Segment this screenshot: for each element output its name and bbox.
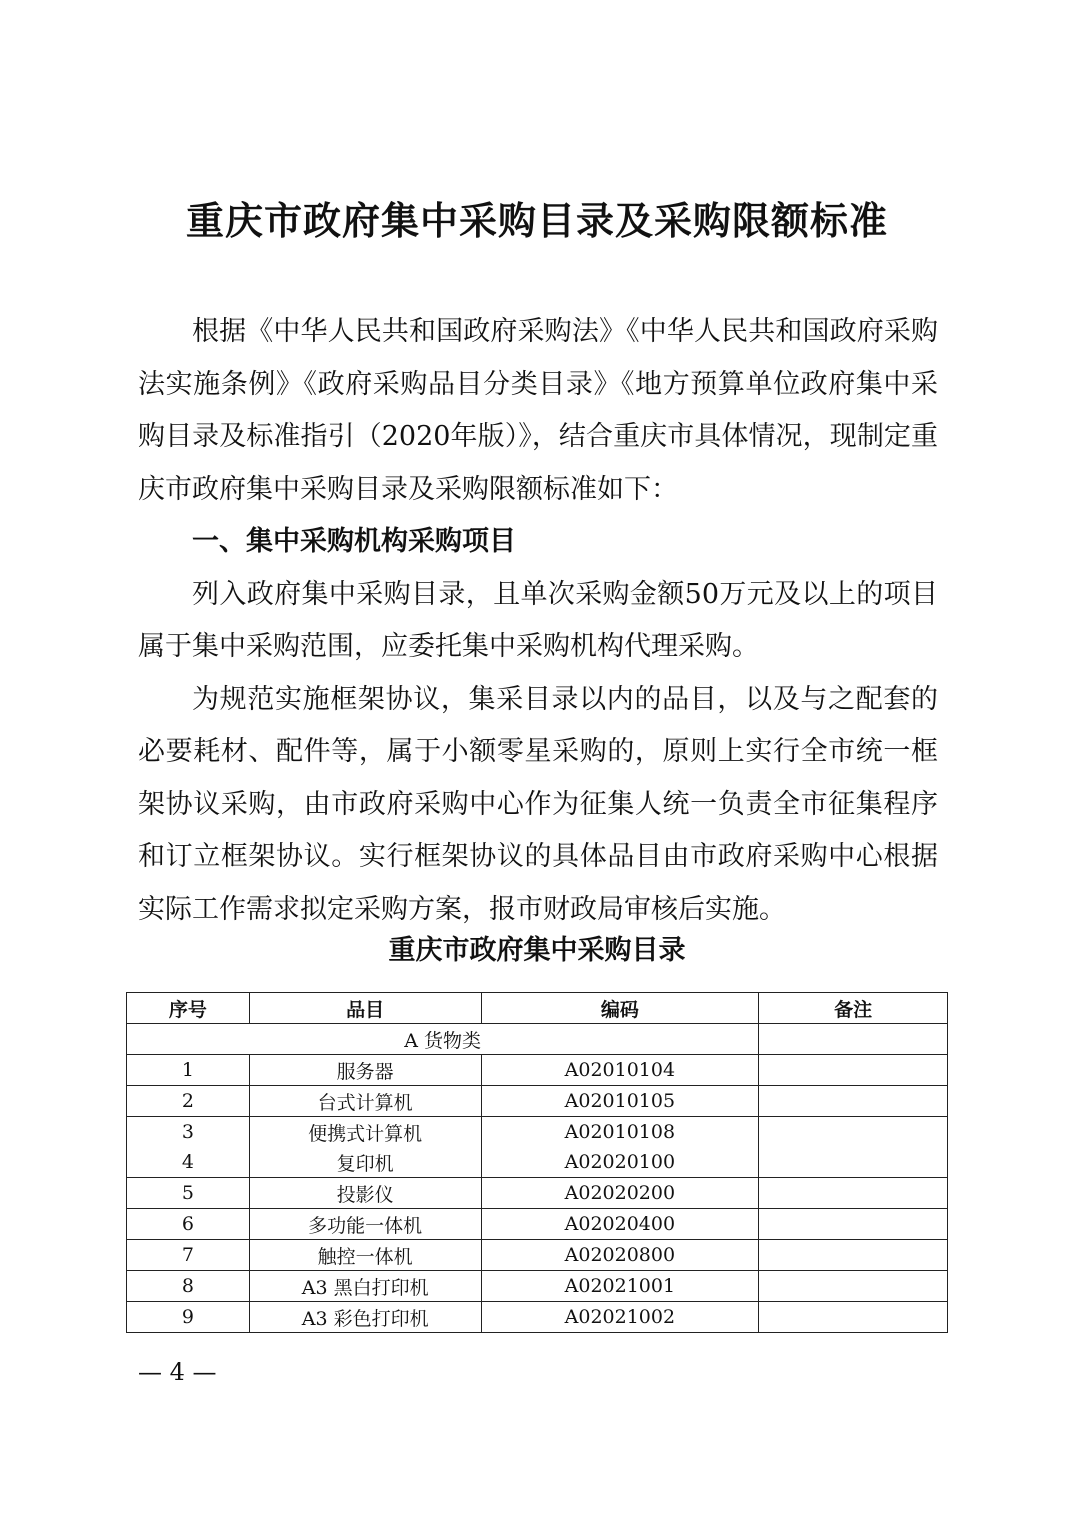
note-cell bbox=[759, 1086, 948, 1117]
row-number: 4 bbox=[127, 1147, 250, 1178]
category-row bbox=[127, 1024, 948, 1055]
row-number: 2 bbox=[127, 1086, 250, 1117]
note-cell bbox=[759, 1240, 948, 1271]
row-number: 8 bbox=[127, 1271, 250, 1302]
note-cell bbox=[759, 1024, 948, 1055]
table-row bbox=[127, 1055, 948, 1086]
item-name: 便携式计算机 bbox=[249, 1117, 481, 1148]
item-code: A02020200 bbox=[481, 1178, 759, 1209]
note-cell bbox=[759, 1147, 948, 1178]
procurement-catalog-table bbox=[126, 992, 948, 1333]
row-number: 9 bbox=[127, 1302, 250, 1333]
table-row bbox=[127, 1117, 948, 1148]
category-label: A 货物类 bbox=[127, 1024, 759, 1055]
item-code: A02021001 bbox=[481, 1271, 759, 1302]
row-number: 5 bbox=[127, 1178, 250, 1209]
item-name: A3 黑白打印机 bbox=[249, 1271, 481, 1302]
row-number: 7 bbox=[127, 1240, 250, 1271]
item-name: 台式计算机 bbox=[249, 1086, 481, 1117]
document-body bbox=[138, 306, 938, 936]
note-cell bbox=[759, 1055, 948, 1086]
table-row bbox=[127, 1086, 948, 1117]
item-code: A02020400 bbox=[481, 1209, 759, 1240]
item-name: 触控一体机 bbox=[249, 1240, 481, 1271]
intro-paragraph: 根据《中华人民共和国政府采购法》《中华人民共和国政府采购法实施条例》《政府采购品目分类目录》《地方预算单位政府集中采购目录及标准指引（2020年版）》，结合重庆市具体情况，现制定重庆市政府集中采购目录及采购限额标准如下： bbox=[138, 316, 938, 505]
table-row bbox=[127, 1302, 948, 1333]
table-row bbox=[127, 1147, 948, 1178]
row-number: 6 bbox=[127, 1209, 250, 1240]
column-header: 备注 bbox=[759, 993, 948, 1024]
item-code: A02010104 bbox=[481, 1055, 759, 1086]
table-caption: 重庆市政府集中采购目录 bbox=[388, 935, 686, 966]
table-row bbox=[127, 1209, 948, 1240]
page-number: — 4 — bbox=[138, 1358, 217, 1386]
table-row bbox=[127, 1178, 948, 1209]
item-code: A02021002 bbox=[481, 1302, 759, 1333]
item-code: A02020100 bbox=[481, 1147, 759, 1178]
table-row bbox=[127, 1271, 948, 1302]
table-row bbox=[127, 1240, 948, 1271]
table-header-row bbox=[127, 993, 948, 1024]
item-code: A02020800 bbox=[481, 1240, 759, 1271]
item-name: 投影仪 bbox=[249, 1178, 481, 1209]
row-number: 3 bbox=[127, 1117, 250, 1148]
item-name: 服务器 bbox=[249, 1055, 481, 1086]
column-header: 编码 bbox=[481, 993, 759, 1024]
column-header: 序号 bbox=[127, 993, 250, 1024]
item-code: A02010108 bbox=[481, 1117, 759, 1148]
section-paragraph: 为规范实施框架协议，集采目录以内的品目，以及与之配套的必要耗材、配件等，属于小额零星采购的，原则上实行全市统一框架协议采购，由市政府采购中心作为征集人统一负责全市征集程序和订立框架协议。实行框架协议的具体品目由市政府采购中心根据实际工作需求拟定采购方案，报市财政局审核后实施。 bbox=[138, 683, 938, 925]
item-name: A3 彩色打印机 bbox=[249, 1302, 481, 1333]
column-header: 品目 bbox=[249, 993, 481, 1024]
item-code: A02010105 bbox=[481, 1086, 759, 1117]
note-cell bbox=[759, 1209, 948, 1240]
document-title: 重庆市政府集中采购目录及采购限额标准 bbox=[185, 199, 888, 243]
note-cell bbox=[759, 1302, 948, 1333]
note-cell bbox=[759, 1178, 948, 1209]
row-number: 1 bbox=[127, 1055, 250, 1086]
note-cell bbox=[759, 1117, 948, 1148]
section-paragraph: 列入政府集中采购目录，且单次采购金额50万元及以上的项目属于集中采购范围，应委托集中采购机构代理采购。 bbox=[138, 578, 938, 662]
item-name: 多功能一体机 bbox=[249, 1209, 481, 1240]
section-heading: 一、集中采购机构采购项目 bbox=[192, 526, 516, 557]
item-name: 复印机 bbox=[249, 1147, 481, 1178]
note-cell bbox=[759, 1271, 948, 1302]
